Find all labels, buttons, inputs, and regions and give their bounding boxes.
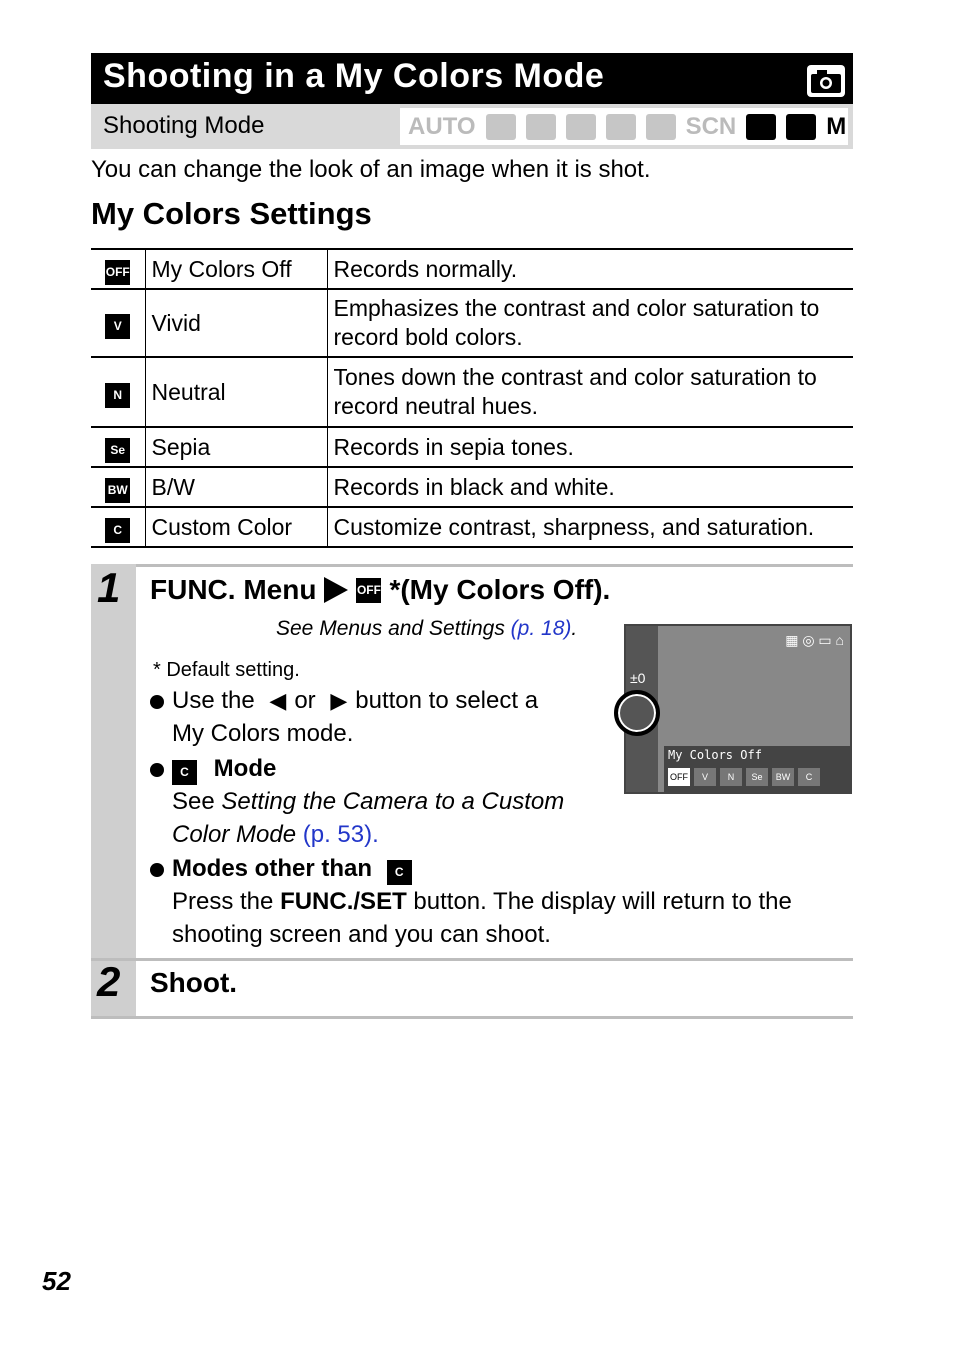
left-arrow-icon: ◀ (269, 688, 287, 713)
my-colors-table (91, 248, 853, 548)
lcd-neutral-icon: N (720, 768, 742, 786)
scene-mode-icon: SCN (685, 112, 737, 140)
custom-color-icon: C (105, 518, 130, 543)
func-menu-label: FUNC. Menu (150, 574, 317, 605)
camera-icon (807, 65, 845, 97)
bullet-select-mode: Use the ◀ or ▶ button to select a My Colors mode. (150, 684, 538, 750)
step1-selection: *(My Colors Off). (389, 574, 611, 605)
table-row (91, 357, 853, 427)
table-cell-desc: Emphasizes the contrast and color saturation to record bold colors. (333, 295, 820, 350)
custom-color-icon: C (387, 860, 412, 885)
table-row (91, 249, 853, 289)
page-link-18[interactable]: (p. 18) (510, 617, 572, 640)
steps-panel (91, 564, 853, 1019)
see-reference: See Menus and Settings (p. 18). (276, 617, 578, 640)
right-arrow-icon: ▶ (330, 688, 348, 713)
night-mode-icon (566, 114, 596, 140)
table-row (91, 507, 853, 547)
table-cell-name: Custom Color (145, 507, 327, 547)
shooting-mode-label: Shooting Mode (103, 112, 265, 139)
step2-bottom-rule (91, 1016, 853, 1019)
step1-heading (150, 574, 610, 606)
camera-lcd-screenshot (624, 624, 852, 794)
table-cell-desc: Records normally. (333, 255, 518, 282)
manual-mode-icon: M (826, 112, 847, 140)
neutral-icon: N (105, 383, 130, 408)
step1-top-rule (91, 564, 853, 567)
shooting-mode-bar (91, 104, 853, 149)
step2-heading: Shoot. (150, 967, 238, 998)
page-number: 52 (42, 1266, 71, 1296)
intro-text: You can change the look of an image when it is shot. (91, 156, 651, 183)
table-cell-name: Neutral (145, 357, 327, 427)
portrait-mode-icon (486, 114, 516, 140)
table-cell-desc: Records in sepia tones. (333, 433, 574, 460)
my-colors-off-icon: OFF (356, 578, 381, 603)
landscape-mode-icon (526, 114, 556, 140)
vivid-icon: V (105, 314, 130, 339)
indoor-mode-icon (646, 114, 676, 140)
sepia-icon: Se (105, 438, 130, 463)
step2-number: 2 (97, 958, 121, 1005)
movie-mode-icon (746, 114, 776, 140)
default-note: * Default setting. (153, 659, 300, 681)
lcd-sepia-icon: Se (746, 768, 768, 786)
step1-number: 1 (97, 564, 121, 611)
lcd-option-bar (664, 746, 850, 792)
lcd-custom-color-icon: C (798, 768, 820, 786)
step2-top-rule (91, 958, 853, 961)
title-bar (91, 53, 853, 104)
lcd-bw-icon: BW (772, 768, 794, 786)
bullet-icon (150, 863, 164, 877)
bw-icon: BW (105, 478, 130, 503)
table-cell-name: Vivid (145, 289, 327, 357)
table-cell-desc: Customize contrast, sharpness, and saturation. (333, 513, 815, 540)
lcd-option-label: My Colors Off (668, 748, 762, 762)
my-colors-off-icon: OFF (105, 260, 130, 285)
bullet-other-modes: Modes other than C Press the FUNC./SET button. The display will return to the shooting screen and you can shoot. (150, 852, 792, 951)
lcd-left-panel: ±0 (626, 626, 658, 792)
camera-manual-mode-icon (786, 114, 816, 140)
lcd-option-icons (668, 768, 820, 786)
table-cell-name: B/W (145, 467, 327, 507)
arrow-right-icon (324, 577, 348, 603)
kids-pets-mode-icon (606, 114, 636, 140)
table-row (91, 289, 853, 357)
page-link-53[interactable]: (p. 53). (302, 821, 379, 848)
lcd-my-colors-off-icon: OFF (668, 768, 690, 786)
auto-mode-icon: AUTO (408, 112, 476, 140)
table-row (91, 467, 853, 507)
table-cell-name: Sepia (145, 427, 327, 467)
bullet-icon (150, 763, 164, 777)
bullet-custom-mode: C Mode See Setting the Camera to a Custom Color Mode (p. 53). (150, 752, 564, 851)
page-title: Shooting in a My Colors Mode (103, 57, 605, 95)
lcd-status-icons: ▦ ◎ ▭ ⌂ (785, 632, 844, 648)
bullet-icon (150, 695, 164, 709)
table-cell-name: My Colors Off (145, 249, 327, 289)
table-cell-desc: Records in black and white. (333, 473, 615, 500)
table-row (91, 427, 853, 467)
custom-color-icon: C (172, 760, 197, 785)
shooting-mode-icons (400, 108, 848, 145)
selected-function-icon (614, 690, 660, 736)
lcd-vivid-icon: V (694, 768, 716, 786)
table-cell-desc: Tones down the contrast and color saturation to record neutral hues. (333, 364, 817, 419)
step1-bar (91, 564, 136, 958)
section-title: My Colors Settings (91, 196, 372, 231)
